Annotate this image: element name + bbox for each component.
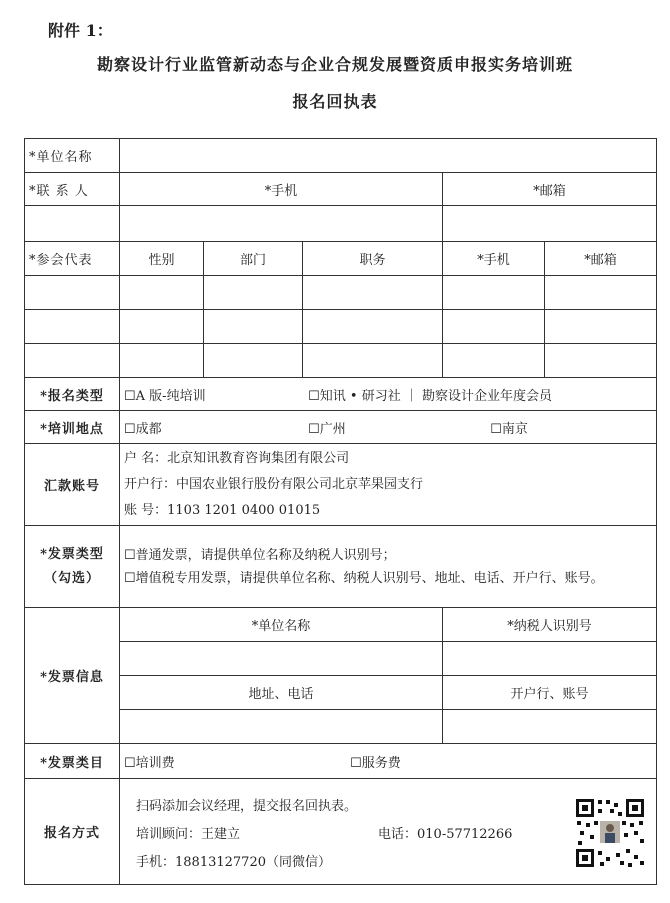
delegate-row (25, 310, 657, 344)
training-location-options (120, 411, 657, 444)
delegate-col-mobile: *手机 (443, 242, 545, 276)
form-subtitle: 报名回执表 (292, 92, 378, 111)
invoice-type-label (25, 526, 120, 608)
delegate-department-field[interactable] (204, 310, 303, 344)
contact-label: *联 系 人 (25, 173, 120, 206)
delegate-email-field[interactable] (545, 310, 657, 344)
account-bank: 开户行：中国农业银行股份有限公司北京苹果园支行 (124, 476, 424, 492)
account-name: 户 名：北京知讯教育咨询集团有限公司 (124, 450, 350, 466)
invoice-item-label: *发票类目 (25, 744, 120, 779)
invoice-address-phone-field[interactable] (120, 710, 443, 744)
signup-method-details (120, 779, 657, 885)
delegate-row (25, 344, 657, 378)
delegate-name-field[interactable] (25, 310, 120, 344)
unit-name-field[interactable] (120, 139, 657, 173)
delegate-department-field[interactable] (204, 344, 303, 378)
invoice-type-label-hint: （勾选） (43, 570, 100, 586)
contact-email-label: *邮箱 (443, 173, 657, 206)
delegate-position-field[interactable] (303, 310, 443, 344)
location-option-chengdu[interactable]: ☐成都 (124, 421, 162, 437)
delegate-name-field[interactable] (25, 276, 120, 310)
delegate-mobile-field[interactable] (443, 276, 545, 310)
registration-type-option-membership[interactable]: ☐知讯 • 研习社 ｜ 勘察设计企业年度会员 (308, 388, 552, 404)
qr-code-icon[interactable] (574, 797, 646, 869)
delegate-gender-field[interactable] (120, 276, 204, 310)
invoice-tax-id-header: *纳税人识别号 (443, 608, 657, 642)
training-location-label: *培训地点 (25, 411, 120, 444)
delegate-row (25, 276, 657, 310)
registration-type-option-a[interactable]: ☐A 版-纯培训 (124, 388, 206, 404)
contact-name-field[interactable] (25, 206, 120, 242)
location-option-guangzhou[interactable]: ☐广州 (308, 421, 346, 437)
advisor-phone: 电话：010-57712266 (378, 826, 513, 842)
invoice-type-label-text: *发票类型 (40, 546, 104, 562)
signup-contact-block (136, 787, 656, 877)
delegate-mobile-field[interactable] (443, 344, 545, 378)
contact-mobile-label: *手机 (120, 173, 443, 206)
invoice-type-option-normal[interactable]: ☐普通发票，请提供单位名称及纳税人识别号； (124, 547, 396, 563)
advisor-name: 培训顾问：王建立 (136, 826, 241, 842)
invoice-item-option-training[interactable]: ☐培训费 (124, 755, 175, 771)
invoice-unit-name-header: *单位名称 (120, 608, 443, 642)
delegate-email-field[interactable] (545, 344, 657, 378)
delegate-department-field[interactable] (204, 276, 303, 310)
delegates-label: *参会代表 (25, 242, 120, 276)
unit-name-label: *单位名称 (25, 139, 120, 173)
contact-mobile-field[interactable] (120, 206, 443, 242)
registration-type-label: *报名类型 (25, 378, 120, 411)
page-title: 勘察设计行业监管新动态与企业合规发展暨资质申报实务培训班 (96, 55, 573, 74)
invoice-bank-account-field[interactable] (443, 710, 657, 744)
invoice-type-option-vat[interactable]: ☐增值税专用发票，请提供单位名称、纳税人识别号、地址、电话、开户行、账号。 (124, 570, 604, 586)
registration-type-options (120, 378, 657, 411)
contact-email-field[interactable] (443, 206, 657, 242)
invoice-unit-name-field[interactable] (120, 642, 443, 676)
delegate-col-department: 部门 (204, 242, 303, 276)
signup-method-label: 报名方式 (25, 779, 120, 885)
account-number: 账 号：1103 1201 0400 01015 (124, 502, 321, 518)
remittance-label: 汇款账号 (25, 444, 120, 526)
remittance-details (120, 444, 657, 526)
delegate-name-field[interactable] (25, 344, 120, 378)
invoice-tax-id-field[interactable] (443, 642, 657, 676)
invoice-item-option-service[interactable]: ☐服务费 (350, 755, 401, 771)
delegate-col-position: 职务 (303, 242, 443, 276)
delegate-email-field[interactable] (545, 276, 657, 310)
registration-form-table (24, 138, 657, 885)
invoice-item-options (120, 744, 657, 779)
location-option-nanjing[interactable]: ☐南京 (490, 421, 528, 437)
delegate-position-field[interactable] (303, 344, 443, 378)
delegate-col-email: *邮箱 (545, 242, 657, 276)
invoice-type-options (120, 526, 657, 608)
annex-label: 附件 1： (48, 21, 113, 40)
invoice-bank-account-header: 开户行、账号 (443, 676, 657, 710)
delegate-gender-field[interactable] (120, 344, 204, 378)
delegate-position-field[interactable] (303, 276, 443, 310)
delegate-mobile-field[interactable] (443, 310, 545, 344)
delegate-col-gender: 性别 (120, 242, 204, 276)
invoice-address-phone-header: 地址、电话 (120, 676, 443, 710)
invoice-info-label: *发票信息 (25, 608, 120, 744)
delegate-gender-field[interactable] (120, 310, 204, 344)
signup-instruction-text: 扫码添加会议经理，提交报名回执表。 (136, 798, 358, 814)
advisor-mobile: 手机：18813127720（同微信） (136, 854, 331, 870)
